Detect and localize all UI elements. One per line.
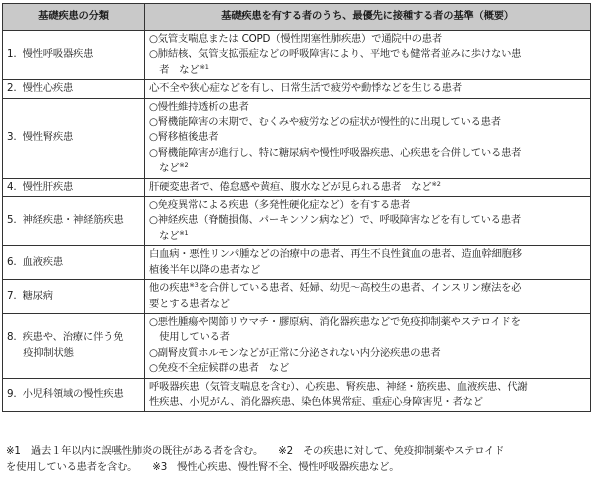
row-criteria-cell xyxy=(145,280,591,314)
row-category-cell xyxy=(3,31,145,80)
criteria-line xyxy=(149,81,587,96)
criteria-line xyxy=(149,180,587,195)
row-category-label: 2. 慢性心疾患 xyxy=(7,82,74,95)
criteria-text: 白血病・悪性リンパ腫などの治療中の患者、再生不良性貧血の患者、造血幹細胞移 xyxy=(149,248,522,261)
criteria-text: ○免疫不全症候群の患者 など xyxy=(149,362,290,375)
criteria-line xyxy=(149,161,587,176)
row-category-label: 1. 慢性呼吸器疾患 xyxy=(7,48,94,61)
criteria-line xyxy=(149,47,587,62)
criteria-text: ○気管支喘息または COPD（慢性閉塞性肺疾患）で通院中の患者 xyxy=(149,33,442,45)
criteria-text: 者 など xyxy=(149,63,200,76)
criteria-line xyxy=(149,263,587,278)
criteria-text: ○腎移植後患者 xyxy=(149,131,219,144)
row-criteria-cell xyxy=(145,80,591,98)
row-category-cell xyxy=(3,80,145,98)
criteria-line xyxy=(149,361,587,376)
criteria-line xyxy=(149,247,587,262)
row-category-label: 7. 糖尿病 xyxy=(7,289,53,302)
footnote-marker: ※2 xyxy=(179,161,189,170)
criteria-line xyxy=(149,229,587,244)
criteria-line xyxy=(149,198,587,213)
table-header-row xyxy=(3,4,591,31)
table-row xyxy=(3,280,591,314)
criteria-text: 心不全や狭心症などを有し、日常生活で疲労や動悸などを生じる患者 xyxy=(149,82,463,95)
criteria-text: ○免疫異常による疾患（多発性硬化症など）を有する患者 xyxy=(149,199,411,212)
table-row xyxy=(3,246,591,280)
criteria-text: など xyxy=(149,162,180,175)
row-category-cell xyxy=(3,197,145,246)
footnote-marker: ※2 xyxy=(431,179,441,188)
table-row xyxy=(3,31,591,80)
criteria-line xyxy=(149,146,587,161)
criteria-line xyxy=(149,32,587,47)
row-category-cell xyxy=(3,178,145,196)
row-category-cell xyxy=(3,246,145,280)
criteria-text: 使用している者 xyxy=(149,331,230,344)
criteria-line xyxy=(149,330,587,345)
criteria-line xyxy=(149,315,587,330)
footnotes xyxy=(6,443,590,475)
criteria-line xyxy=(149,63,587,78)
criteria-line xyxy=(149,281,587,296)
footnote-marker: ※1 xyxy=(199,62,209,71)
criteria-text: など xyxy=(149,229,180,242)
criteria-line xyxy=(149,395,587,410)
table-row xyxy=(3,80,591,98)
criteria-text: ○神経疾患（脊髄損傷、パーキンソン病など）で、呼吸障害などを有している患者 xyxy=(149,214,521,227)
criteria-text-continued: を合併している患者、妊婦、幼児～高校生の患者、インスリン療法を必 xyxy=(198,282,522,295)
criteria-text: 性疾患、小児がん、消化器疾患、染色体異常症、重症心身障害児・者など xyxy=(149,395,483,408)
criteria-text: ○副腎皮質ホルモンなどが正常に分泌されない内分泌疾患の患者 xyxy=(149,346,441,359)
row-category-cell xyxy=(3,378,145,412)
criteria-line xyxy=(149,115,587,130)
criteria-line xyxy=(149,100,587,115)
header-criteria: 基礎疾患を有する者のうち、最優先に接種する者の基準（概要） xyxy=(145,4,591,31)
row-category-label: 4. 慢性肝疾患 xyxy=(7,180,74,193)
criteria-text: ○悪性腫瘍や関節リウマチ・膠原病、消化器疾患などで免疫抑制薬やステロイドを xyxy=(149,315,521,328)
criteria-line xyxy=(149,213,587,228)
row-criteria-cell xyxy=(145,178,591,196)
criteria-line xyxy=(149,130,587,145)
priority-criteria-table xyxy=(2,3,591,412)
table-row xyxy=(3,98,591,178)
row-category-cell xyxy=(3,280,145,314)
criteria-text: 呼吸器疾患（気管支喘息を含む）、心疾患、腎疾患、神経・筋疾患、血液疾患、代謝 xyxy=(149,380,528,393)
table-row xyxy=(3,378,591,412)
criteria-text: 肝硬変患者で、倦怠感や黄疸、腹水などが見られる患者 など xyxy=(149,180,432,193)
footnote-line: ※1 過去１年以内に誤嚥性肺炎の既往がある者を含む。 ※2 その疾患に対して、免疫抑制薬やステロイド xyxy=(6,445,505,457)
header-category: 基礎疾患の分類 xyxy=(3,4,145,31)
footnote-line: を使用している患者を含む。 ※3 慢性心疾患、慢性腎不全、慢性呼吸器疾患など。 xyxy=(6,461,400,473)
row-criteria-cell xyxy=(145,246,591,280)
row-criteria-cell xyxy=(145,313,591,378)
row-category-label: 6. 血液疾患 xyxy=(7,255,63,268)
criteria-line xyxy=(149,346,587,361)
row-category-label: 9. 小児科領域の慢性疾患 xyxy=(7,388,124,401)
criteria-line xyxy=(149,380,587,395)
criteria-text: 他の疾患 xyxy=(149,282,190,295)
criteria-line xyxy=(149,297,587,312)
footnote-marker: ※1 xyxy=(179,228,189,237)
criteria-text: 植後半年以降の患者など xyxy=(149,263,261,276)
criteria-text: ○肺結核、気管支拡張症などの呼吸障害により、平地でも健常者並みに歩けない患 xyxy=(149,48,522,61)
row-criteria-cell xyxy=(145,31,591,80)
footnote-marker: ※3 xyxy=(189,281,199,290)
row-criteria-cell xyxy=(145,378,591,412)
table-row xyxy=(3,197,591,246)
row-criteria-cell xyxy=(145,98,591,178)
row-criteria-cell xyxy=(145,197,591,246)
criteria-text: 要とする患者など xyxy=(149,297,230,310)
table-row xyxy=(3,178,591,196)
row-category-label: 3. 慢性腎疾患 xyxy=(7,131,74,144)
row-category-cell xyxy=(3,98,145,178)
row-category-label: 8. 疾患や、治療に伴う免 疫抑制状態 xyxy=(7,331,124,359)
criteria-text: ○腎機能障害が進行し、特に糖尿病や慢性呼吸器疾患、心疾患を合併している患者 xyxy=(149,146,522,159)
row-category-cell xyxy=(3,313,145,378)
criteria-text: ○慢性維持透析の患者 xyxy=(149,100,249,113)
criteria-text: ○腎機能障害の末期で、むくみや疲労などの症状が慢性的に出現している患者 xyxy=(149,116,501,129)
table-row xyxy=(3,313,591,378)
row-category-label: 5. 神経疾患・神経筋疾患 xyxy=(7,214,124,227)
table-body xyxy=(3,31,591,412)
